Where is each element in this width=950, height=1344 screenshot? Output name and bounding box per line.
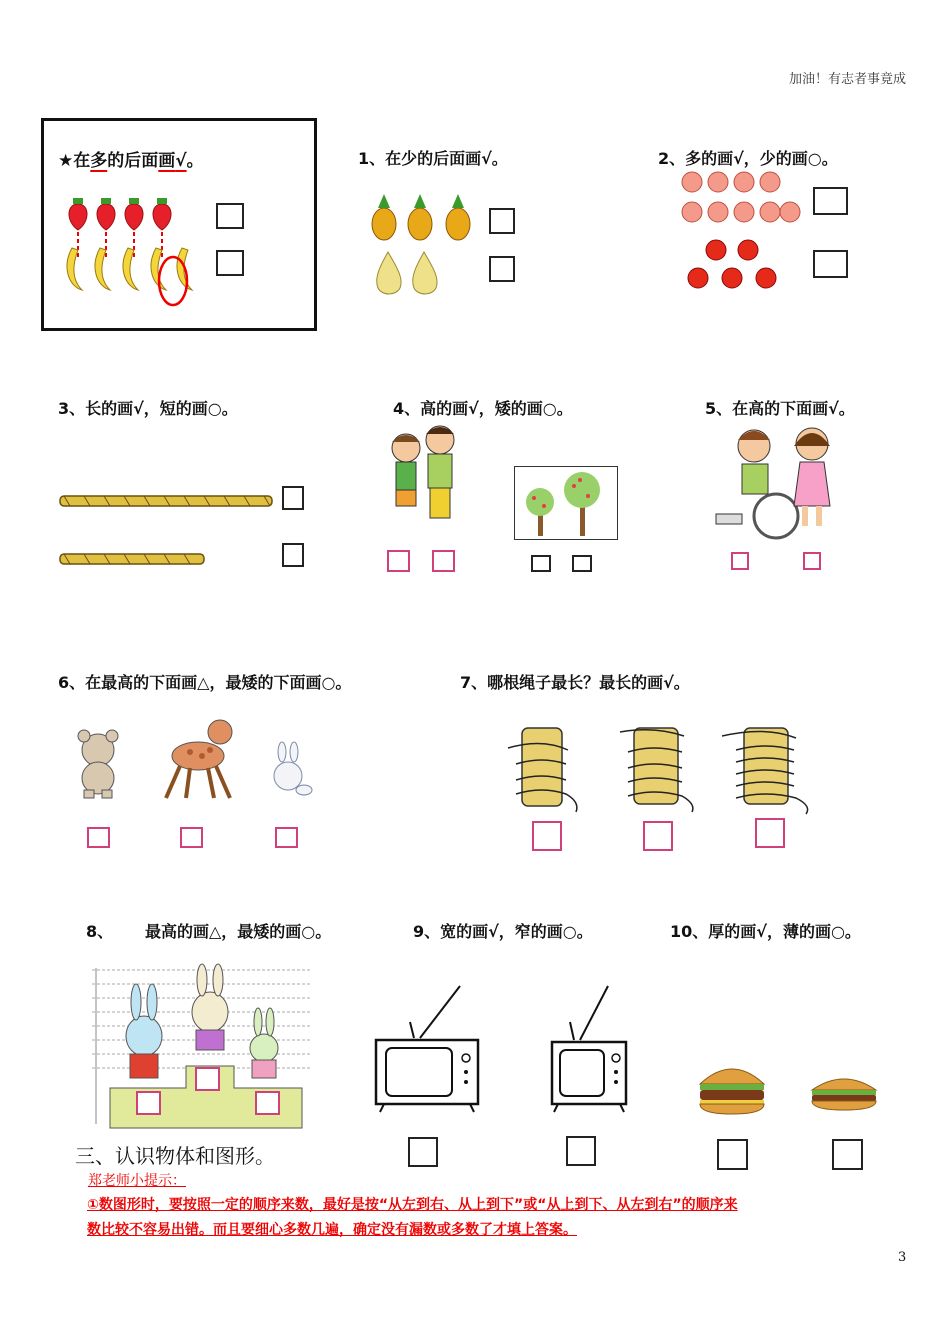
bear-icon [68,730,130,800]
thick-burger-icon [696,1060,768,1116]
apple-group-icon [686,238,786,292]
example-text-1: 在 [73,151,91,171]
example-box-strawberry[interactable] [216,203,244,229]
deer-icon [150,716,242,800]
short-rope-icon [60,552,206,566]
tip-heading: 郑老师小提示： [88,1173,186,1189]
q4-box-boy-tall[interactable] [432,550,455,572]
question-2: 2、多的画√，少的画○。 [658,149,838,168]
peach-group-icon [680,170,796,228]
q5-box-girl[interactable] [803,552,821,570]
q7-box-spool-1[interactable] [532,821,562,851]
example-text-5: √ [175,151,187,171]
wheelchair-children-icon [708,420,842,542]
question-1: 1、在少的后面画√。 [358,149,508,168]
q1-box-pineapple[interactable] [489,208,515,234]
question-8: 最高的画△，最矮的画○。 [145,922,332,941]
question-9: 9、宽的画√，窄的画○。 [413,922,593,941]
pineapple-row-icon [368,194,478,242]
narrow-tv-icon [550,984,632,1114]
q4-box-boy-short[interactable] [387,550,410,572]
question-4: 4、高的画√，矮的画○。 [393,399,573,418]
q10-box-thin[interactable] [832,1139,863,1170]
q8-box-right[interactable] [255,1091,280,1115]
q7-box-spool-2[interactable] [643,821,673,851]
question-7: 7、哪根绳子最长？最长的画√。 [460,673,690,692]
q9-box-narrow[interactable] [566,1136,596,1166]
spool-3-icon [716,722,816,816]
q9-box-wide[interactable] [408,1137,438,1167]
question-3: 3、长的画√，短的画○。 [58,399,238,418]
q4-box-tree-tall[interactable] [572,555,592,572]
q2-box-peach[interactable] [813,187,848,215]
question-10: 10、厚的画√，薄的画○。 [670,922,861,941]
q1-box-pear[interactable] [489,256,515,282]
example-text-4: 画 [158,151,176,171]
question-5: 5、在高的下面画√。 [705,399,855,418]
question-6: 6、在最高的下面画△，最矮的下面画○。 [58,673,352,692]
q6-box-rabbit[interactable] [275,827,298,848]
two-boys-icon [384,422,468,524]
star-icon: ★ [58,151,74,171]
example-instruction [58,146,204,171]
trees-picture-icon [514,466,618,540]
q3-box-short[interactable] [282,543,304,567]
q8-box-middle[interactable] [195,1067,220,1091]
pear-row-icon [374,248,444,296]
header-slogan: 加油！有志者事竟成 [788,72,906,87]
q2-box-apple[interactable] [813,250,848,278]
q8-box-left[interactable] [136,1091,161,1115]
example-text-3: 的后面 [107,151,159,171]
wide-tv-icon [374,984,484,1114]
rabbit-icon [260,742,320,800]
example-text-6: 。 [186,151,204,171]
q6-box-bear[interactable] [87,827,110,848]
spool-1-icon [502,724,584,816]
q4-box-tree-short[interactable] [531,555,551,572]
q5-box-boy[interactable] [731,552,749,570]
tip-line-2: 数比较不容易出错。而且要细心多数几遍，确定没有漏数或多数了才填上答案。 [87,1222,577,1238]
thin-burger-icon [808,1074,880,1114]
q6-box-deer[interactable] [180,827,203,848]
q3-box-long[interactable] [282,486,304,510]
example-text-2: 多 [90,151,108,171]
question-8-number: 8、 [86,922,114,941]
example-box-banana[interactable] [216,250,244,276]
section-title: 三、认识物体和图形。 [75,1144,275,1168]
circle-mark-icon [156,254,190,308]
q7-box-spool-3[interactable] [755,818,785,848]
strawberry-row-icon [64,198,184,232]
tip-line-1: ①数图形时，要按照一定的顺序来数，最好是按“从左到右、从上到下”或“从上到下、从左到右”的顺序来 [87,1197,738,1213]
page-number: 3 [898,1250,907,1265]
q10-box-thick[interactable] [717,1139,748,1170]
spool-2-icon [614,722,696,816]
long-rope-icon [60,494,274,508]
